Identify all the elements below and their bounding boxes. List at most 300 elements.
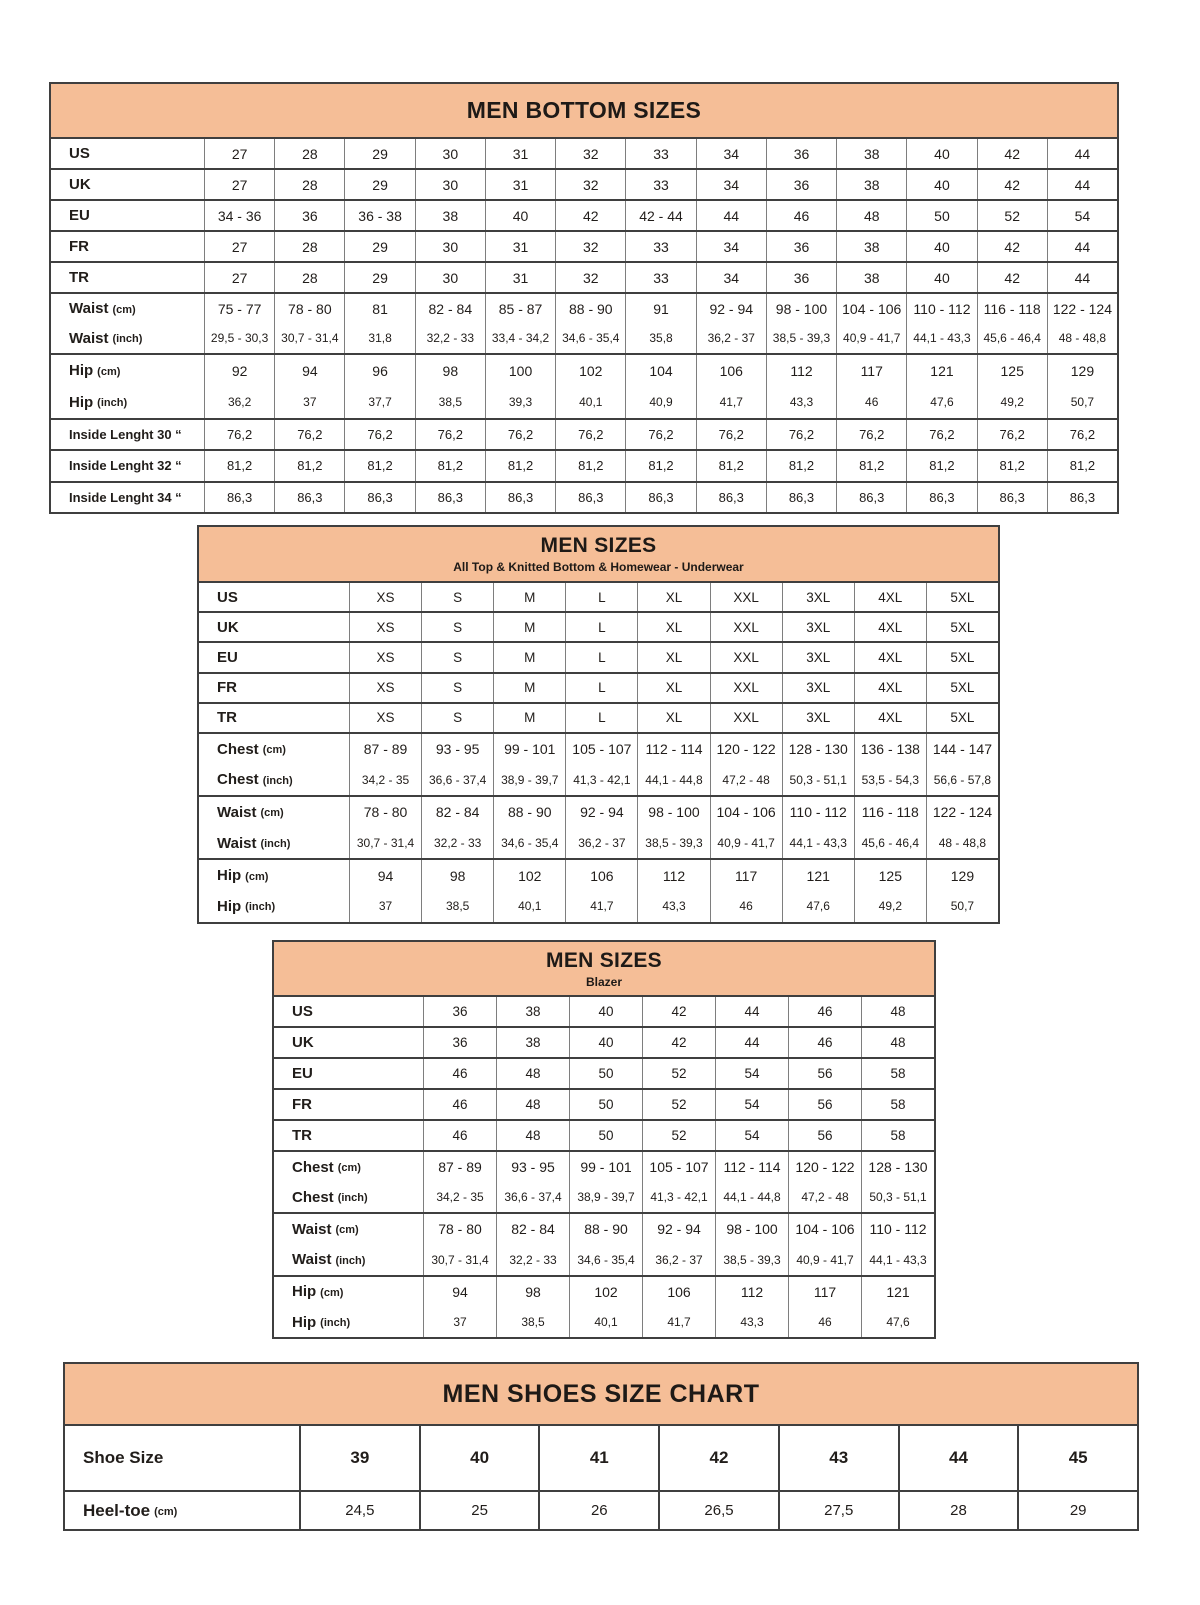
row-group-uk	[274, 1026, 934, 1057]
table-row	[274, 1090, 934, 1119]
cell: 92 - 94	[642, 1214, 715, 1244]
row-group-hip	[274, 1275, 934, 1337]
cell: 88 - 90	[555, 294, 625, 324]
cell: 38,5 - 39,3	[715, 1245, 788, 1275]
cell: 52	[642, 1121, 715, 1150]
cell: 76,2	[555, 420, 625, 449]
cell: S	[421, 583, 493, 611]
row-label: Hip (inch)	[69, 393, 128, 411]
cell: XS	[349, 613, 421, 641]
cell: 32,2 - 33	[496, 1245, 569, 1275]
cell: 4XL	[854, 583, 926, 611]
table-row	[274, 1121, 934, 1150]
cell: 38	[836, 139, 906, 168]
cell: 50	[569, 1121, 642, 1150]
row-label: TR	[69, 269, 89, 286]
table-row	[199, 613, 998, 641]
table-row	[274, 1307, 934, 1337]
cell: 76,2	[625, 420, 695, 449]
cell: 5XL	[926, 674, 998, 702]
cell: 41	[538, 1426, 658, 1490]
cell: 43	[778, 1426, 898, 1490]
row-label: Hip (cm)	[69, 362, 121, 380]
cell: 46	[423, 1121, 496, 1150]
row-group-hip	[199, 858, 998, 921]
cell: 38	[415, 201, 485, 230]
cell: 117	[788, 1277, 861, 1307]
cell: 81,2	[344, 451, 414, 480]
cell: 40,9 - 41,7	[836, 324, 906, 354]
cell: 52	[642, 1090, 715, 1119]
cell: 50,7	[1047, 387, 1117, 419]
row-group-us	[274, 997, 934, 1026]
cell: 88 - 90	[493, 797, 565, 828]
cell: M	[493, 704, 565, 732]
cell: 86,3	[485, 483, 555, 512]
cell: 39	[299, 1426, 419, 1490]
table-row	[51, 451, 1117, 480]
cell: 29	[344, 232, 414, 261]
table-row	[199, 704, 998, 732]
row-label: US	[217, 588, 238, 606]
cell: 104 - 106	[788, 1214, 861, 1244]
cell: 94	[274, 355, 344, 387]
cell: 36,2 - 37	[565, 828, 637, 859]
cell: 28	[898, 1492, 1018, 1529]
cell: L	[565, 704, 637, 732]
men-sizes-blazer-table	[272, 940, 936, 1339]
cell: M	[493, 643, 565, 671]
cell: 92	[204, 355, 274, 387]
cell: 98	[415, 355, 485, 387]
cell: 50,3 - 51,1	[782, 765, 854, 796]
cell: XL	[637, 643, 709, 671]
cell: 41,7	[696, 387, 766, 419]
cell: S	[421, 674, 493, 702]
cell: 42 - 44	[625, 201, 695, 230]
cell: 98 - 100	[715, 1214, 788, 1244]
cell: 28	[274, 263, 344, 292]
row-group-eu	[199, 641, 998, 671]
cell: 76,2	[696, 420, 766, 449]
row-label: Waist (inch)	[69, 329, 143, 347]
row-group-fr	[274, 1088, 934, 1119]
row-group-inside-length-34	[51, 481, 1117, 512]
cell: 38	[836, 263, 906, 292]
cell: 5XL	[926, 613, 998, 641]
row-group-waist	[199, 795, 998, 858]
cell: 24,5	[299, 1492, 419, 1529]
cell: 30	[415, 139, 485, 168]
cell: 50,3 - 51,1	[861, 1182, 934, 1212]
cell: 43,3	[766, 387, 836, 419]
cell: 27	[204, 263, 274, 292]
cell: 29,5 - 30,3	[204, 324, 274, 354]
men-sizes-blazer-grid	[274, 997, 934, 1337]
cell: 120 - 122	[788, 1152, 861, 1182]
row-label: Waist (inch)	[217, 834, 291, 852]
cell: 29	[1017, 1492, 1137, 1529]
row-group-eu	[274, 1057, 934, 1088]
cell: 34,6 - 35,4	[569, 1245, 642, 1275]
row-group-inside-length-32	[51, 449, 1117, 480]
cell: 44	[1047, 263, 1117, 292]
cell: 3XL	[782, 583, 854, 611]
cell: 44,1 - 43,3	[782, 828, 854, 859]
cell: 91	[625, 294, 695, 324]
cell: 33	[625, 232, 695, 261]
cell: 29	[344, 263, 414, 292]
table-row	[51, 139, 1117, 168]
table-row	[51, 324, 1117, 354]
cell: 40,1	[493, 891, 565, 922]
cell: L	[565, 583, 637, 611]
cell: 34	[696, 263, 766, 292]
cell: XXL	[710, 674, 782, 702]
cell: 36	[766, 139, 836, 168]
cell: 86,3	[274, 483, 344, 512]
cell: 31	[485, 232, 555, 261]
cell: 36	[423, 1028, 496, 1057]
cell: 86,3	[625, 483, 695, 512]
cell: 85 - 87	[485, 294, 555, 324]
row-label-unit: (cm)	[335, 1224, 359, 1237]
row-group-chest	[199, 732, 998, 795]
cell: 122 - 124	[1047, 294, 1117, 324]
table-row	[51, 170, 1117, 199]
cell: 82 - 84	[415, 294, 485, 324]
row-label-unit: (cm)	[320, 1286, 344, 1299]
row-label: Shoe Size	[83, 1448, 164, 1467]
cell: 56	[788, 1059, 861, 1088]
row-label-unit: (inch)	[337, 1192, 368, 1205]
cell: 86,3	[555, 483, 625, 512]
cell: 30,7 - 31,4	[274, 324, 344, 354]
cell: 100	[485, 355, 555, 387]
cell: 36 - 38	[344, 201, 414, 230]
cell: 40	[569, 1028, 642, 1057]
row-label: EU	[217, 648, 238, 666]
cell: 92 - 94	[565, 797, 637, 828]
cell: XXL	[710, 643, 782, 671]
cell: 40	[906, 263, 976, 292]
cell: 30	[415, 263, 485, 292]
cell: 31	[485, 139, 555, 168]
cell: 5XL	[926, 583, 998, 611]
row-label: UK	[217, 618, 239, 636]
row-label-unit: (inch)	[97, 397, 128, 410]
cell: 52	[977, 201, 1047, 230]
row-label: Inside Lenght 32 “	[69, 458, 182, 474]
row-label: Chest (inch)	[292, 1188, 368, 1206]
cell: 38	[496, 1028, 569, 1057]
cell: 54	[715, 1121, 788, 1150]
cell: 47,6	[906, 387, 976, 419]
table-row	[274, 1277, 934, 1307]
cell: 81,2	[906, 451, 976, 480]
cell: 136 - 138	[854, 734, 926, 765]
cell: 81	[344, 294, 414, 324]
cell: 40,1	[569, 1307, 642, 1337]
row-label: US	[69, 145, 90, 162]
cell: 86,3	[1047, 483, 1117, 512]
cell: 87 - 89	[423, 1152, 496, 1182]
row-group-uk	[51, 168, 1117, 199]
cell: 40	[419, 1426, 539, 1490]
cell: 125	[854, 860, 926, 891]
table-row	[199, 891, 998, 922]
cell: 42	[555, 201, 625, 230]
cell: 30	[415, 232, 485, 261]
cell: 92 - 94	[696, 294, 766, 324]
cell: 54	[715, 1059, 788, 1088]
table-subtitle: All Top & Knitted Bottom & Homewear - Underwear	[453, 560, 744, 574]
cell: 34,2 - 35	[423, 1182, 496, 1212]
table-row	[274, 997, 934, 1026]
row-label-unit: (inch)	[335, 1254, 366, 1267]
table-row	[65, 1492, 1137, 1529]
row-group-waist	[51, 292, 1117, 353]
cell: 144 - 147	[926, 734, 998, 765]
cell: 76,2	[766, 420, 836, 449]
cell: 36,6 - 37,4	[496, 1182, 569, 1212]
cell: 46	[836, 387, 906, 419]
cell: 50,7	[926, 891, 998, 922]
row-group-uk	[199, 611, 998, 641]
cell: S	[421, 643, 493, 671]
cell: 110 - 112	[861, 1214, 934, 1244]
cell: 36,2	[204, 387, 274, 419]
table-row	[199, 860, 998, 891]
table-title: MEN BOTTOM SIZES	[466, 97, 702, 123]
table-row	[51, 294, 1117, 324]
cell: 34,2 - 35	[349, 765, 421, 796]
cell: XS	[349, 583, 421, 611]
cell: 75 - 77	[204, 294, 274, 324]
cell: 99 - 101	[493, 734, 565, 765]
row-label: Waist (cm)	[217, 803, 284, 821]
cell: XL	[637, 674, 709, 702]
cell: 120 - 122	[710, 734, 782, 765]
cell: 125	[977, 355, 1047, 387]
cell: 36,6 - 37,4	[421, 765, 493, 796]
row-label: Chest (cm)	[292, 1158, 361, 1176]
row-label-unit: (inch)	[260, 838, 291, 851]
cell: 36,2 - 37	[696, 324, 766, 354]
row-label: Chest (inch)	[217, 771, 293, 789]
cell: 40	[485, 201, 555, 230]
cell: 121	[782, 860, 854, 891]
cell: 47,2 - 48	[710, 765, 782, 796]
cell: 104 - 106	[710, 797, 782, 828]
cell: 40,9 - 41,7	[788, 1245, 861, 1275]
cell: 81,2	[204, 451, 274, 480]
cell: 94	[349, 860, 421, 891]
cell: 76,2	[485, 420, 555, 449]
cell: 45,6 - 46,4	[854, 828, 926, 859]
cell: M	[493, 674, 565, 702]
cell: 87 - 89	[349, 734, 421, 765]
cell: 4XL	[854, 643, 926, 671]
cell: M	[493, 583, 565, 611]
cell: 98	[421, 860, 493, 891]
cell: 3XL	[782, 674, 854, 702]
table-row	[199, 674, 998, 702]
cell: 46	[766, 201, 836, 230]
cell: 86,3	[204, 483, 274, 512]
cell: XXL	[710, 583, 782, 611]
table-row	[274, 1245, 934, 1275]
cell: 106	[642, 1277, 715, 1307]
cell: 44,1 - 43,3	[861, 1245, 934, 1275]
cell: 34,6 - 35,4	[493, 828, 565, 859]
cell: 5XL	[926, 704, 998, 732]
row-label-unit: (cm)	[112, 303, 136, 316]
row-group-tr	[274, 1119, 934, 1150]
cell: 52	[642, 1059, 715, 1088]
cell: 76,2	[344, 420, 414, 449]
cell: 88 - 90	[569, 1214, 642, 1244]
row-label-unit: (cm)	[154, 1505, 178, 1518]
cell: S	[421, 704, 493, 732]
row-label: Hip (cm)	[292, 1283, 344, 1301]
cell: 37	[274, 387, 344, 419]
row-label: Waist (inch)	[292, 1251, 366, 1269]
cell: 105 - 107	[642, 1152, 715, 1182]
table-title: MEN SHOES SIZE CHART	[442, 1379, 760, 1408]
cell: 33	[625, 263, 695, 292]
table-title: MEN SIZES	[540, 534, 657, 557]
row-label-unit: (inch)	[320, 1317, 351, 1330]
cell: 34	[696, 232, 766, 261]
row-label: EU	[69, 207, 90, 224]
cell: L	[565, 674, 637, 702]
table-row	[199, 583, 998, 611]
row-label: Chest (cm)	[217, 740, 286, 758]
cell: 47,6	[861, 1307, 934, 1337]
cell: 41,7	[565, 891, 637, 922]
cell: 41,3 - 42,1	[565, 765, 637, 796]
cell: 43,3	[715, 1307, 788, 1337]
cell: 40,1	[555, 387, 625, 419]
table-row	[51, 483, 1117, 512]
cell: 44	[696, 201, 766, 230]
cell: 32,2 - 33	[421, 828, 493, 859]
cell: 98	[496, 1277, 569, 1307]
cell: 26	[538, 1492, 658, 1529]
row-label: TR	[292, 1127, 312, 1144]
cell: 105 - 107	[565, 734, 637, 765]
cell: 39,3	[485, 387, 555, 419]
cell: 38,9 - 39,7	[569, 1182, 642, 1212]
cell: 76,2	[906, 420, 976, 449]
cell: 3XL	[782, 613, 854, 641]
cell: 129	[1047, 355, 1117, 387]
cell: 40,9	[625, 387, 695, 419]
cell: L	[565, 643, 637, 671]
cell: 32	[555, 139, 625, 168]
cell: 81,2	[696, 451, 766, 480]
cell: 38,5	[421, 891, 493, 922]
cell: XS	[349, 674, 421, 702]
table-row	[51, 263, 1117, 292]
cell: 47,6	[782, 891, 854, 922]
cell: 112 - 114	[715, 1152, 788, 1182]
table-row	[199, 734, 998, 765]
cell: XL	[637, 704, 709, 732]
cell: 46	[788, 1307, 861, 1337]
table-row	[274, 1214, 934, 1244]
cell: 44	[898, 1426, 1018, 1490]
cell: 58	[861, 1059, 934, 1088]
row-group-fr	[51, 230, 1117, 261]
cell: 81,2	[766, 451, 836, 480]
table-row	[199, 797, 998, 828]
cell: 81,2	[836, 451, 906, 480]
table-row	[51, 201, 1117, 230]
cell: 49,2	[854, 891, 926, 922]
cell: 30,7 - 31,4	[423, 1245, 496, 1275]
cell: 81,2	[415, 451, 485, 480]
row-label: Hip (inch)	[217, 897, 276, 915]
cell: 29	[344, 139, 414, 168]
cell: 93 - 95	[496, 1152, 569, 1182]
row-label-unit: (inch)	[262, 774, 293, 787]
cell: 94	[423, 1277, 496, 1307]
cell: 56	[788, 1121, 861, 1150]
cell: 112 - 114	[637, 734, 709, 765]
cell: 44	[1047, 170, 1117, 199]
cell: 42	[658, 1426, 778, 1490]
cell: 31	[485, 263, 555, 292]
table-row	[199, 765, 998, 796]
cell: 86,3	[836, 483, 906, 512]
cell: 40	[906, 232, 976, 261]
table-row	[51, 355, 1117, 387]
cell: 48	[861, 997, 934, 1026]
cell: 129	[926, 860, 998, 891]
table-row	[199, 643, 998, 671]
cell: 106	[565, 860, 637, 891]
row-label: Inside Lenght 30 “	[69, 427, 182, 443]
row-label: UK	[69, 176, 91, 193]
cell: 82 - 84	[496, 1214, 569, 1244]
cell: 54	[1047, 201, 1117, 230]
cell: 81,2	[1047, 451, 1117, 480]
cell: 49,2	[977, 387, 1047, 419]
men-sizes-blazer-title-band	[274, 942, 934, 997]
cell: 44	[1047, 139, 1117, 168]
cell: 76,2	[977, 420, 1047, 449]
cell: 128 - 130	[861, 1152, 934, 1182]
table-row	[51, 232, 1117, 261]
row-label-unit: (inch)	[245, 901, 276, 914]
cell: 34 - 36	[204, 201, 274, 230]
row-group-inside-length-30	[51, 418, 1117, 449]
cell: 29	[344, 170, 414, 199]
cell: 3XL	[782, 643, 854, 671]
cell: 106	[696, 355, 766, 387]
cell: 38	[836, 232, 906, 261]
cell: 32	[555, 170, 625, 199]
cell: 86,3	[906, 483, 976, 512]
cell: 116 - 118	[977, 294, 1047, 324]
men-bottom-sizes-table	[49, 82, 1119, 514]
row-group-hip	[51, 353, 1117, 418]
cell: 102	[493, 860, 565, 891]
cell: 38,5 - 39,3	[637, 828, 709, 859]
cell: 4XL	[854, 674, 926, 702]
